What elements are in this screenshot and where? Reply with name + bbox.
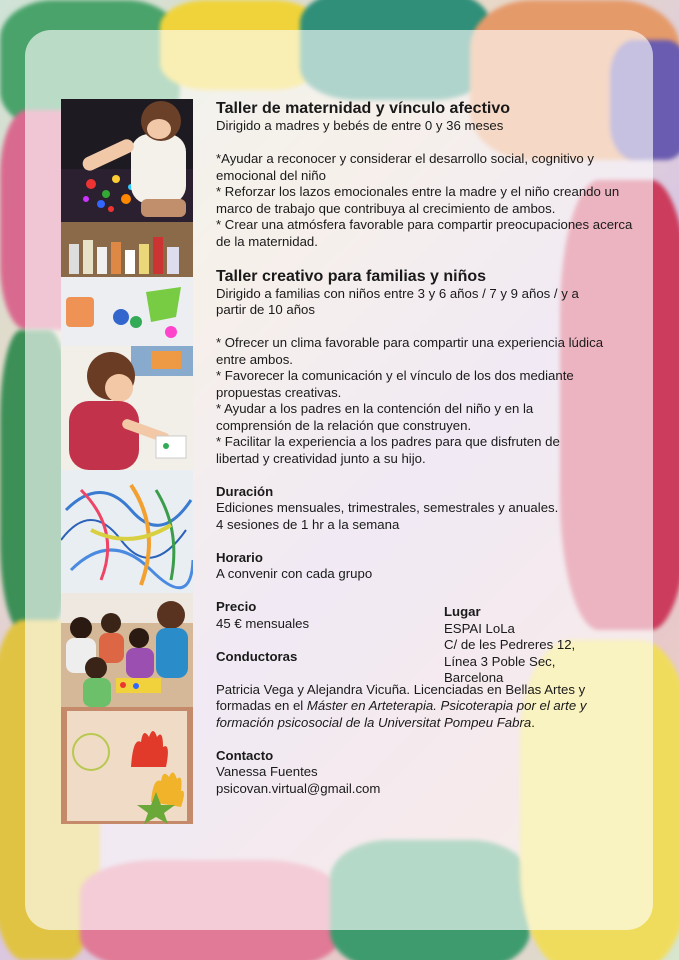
duracion-line: 4 sesiones de 1 hr a la semana: [216, 516, 400, 532]
conductoras-heading: Conductoras: [216, 648, 298, 664]
lugar-line: Línea 3 Poble Sec,: [444, 653, 556, 669]
conductoras-text: [216, 682, 636, 732]
photo-child-painting: [61, 346, 193, 470]
precio-heading: Precio: [216, 599, 257, 614]
taller2-bullet: * Ayudar a los padres en la contención del niño y en la comprensión de la relación que construyen.: [216, 401, 534, 433]
lugar-heading: Lugar: [444, 604, 481, 619]
taller2-bullet: * Ofrecer un clima favorable para compartir una experiencia lúdica entre ambos.: [216, 335, 604, 367]
contacto-heading: Contacto: [216, 747, 274, 763]
duracion-heading: Duración: [216, 483, 274, 499]
lugar-line: Barcelona: [444, 670, 504, 685]
conductoras-text-end: .: [531, 714, 535, 730]
photo-scribble-drawing: [61, 470, 193, 593]
horario-text: A convenir con cada grupo: [216, 566, 373, 581]
precio-text: 45 € mensuales: [216, 615, 310, 631]
taller1-bullet: * Reforzar los lazos emocionales entre la madre y el niño creando un marco de trabajo que contribuya al crecimiento de ambos.: [216, 184, 620, 216]
photo-paper-handprints: [61, 707, 193, 824]
horario-heading: Horario: [216, 549, 263, 565]
photo-toddler-playing-beads: [61, 99, 193, 222]
lugar-line: ESPAI LoLa: [444, 620, 515, 636]
photo-strip: [61, 99, 193, 824]
photo-group-workshop: [61, 593, 193, 707]
conductoras-text-plain: Patricia Vega y Alejandra Vicuña. Licenciadas en Bellas Artes y formadas en el: [216, 681, 586, 713]
duracion-line: Ediciones mensuales, trimestrales, semestrales y anuales.: [216, 500, 559, 515]
taller1-bullet: * Crear una atmósfera favorable para compartir preocupaciones acerca de la maternidad.: [216, 217, 633, 249]
photo-art-supplies-table: [61, 222, 193, 346]
taller1-title: Taller de maternidad y vínculo afectivo: [216, 100, 511, 117]
taller1-subtitle: Dirigido a madres y bebés de entre 0 y 36 meses: [216, 118, 504, 133]
conductoras-text-italic: Máster en Arteterapia. Psicoterapia por el arte y formación psicosocial de la Universitat Pompeu Fabra: [216, 698, 587, 730]
lugar-block: [444, 604, 575, 687]
taller2-bullet: * Favorecer la comunicación y el vínculo de los dos mediante propuestas creativas.: [216, 368, 574, 400]
taller1-bullet: *Ayudar a reconocer y considerar el desarrollo social, cognitivo y emocional del niño: [216, 151, 594, 183]
contacto-email[interactable]: psicovan.virtual@gmail.com: [216, 780, 381, 796]
taller2-bullet: * Facilitar la experiencia a los padres para que disfruten de libertad y creatividad junto a su hijo.: [216, 434, 560, 466]
lugar-line: C/ de les Pedreres 12,: [444, 637, 576, 652]
taller2-subtitle: Dirigido a familias con niños entre 3 y 6 años / 7 y 9 años / y a partir de 10 años: [216, 285, 579, 317]
taller2-title: Taller creativo para familias y niños: [216, 267, 487, 285]
flyer-content: [216, 99, 636, 797]
contacto-name: Vanessa Fuentes: [216, 764, 318, 779]
